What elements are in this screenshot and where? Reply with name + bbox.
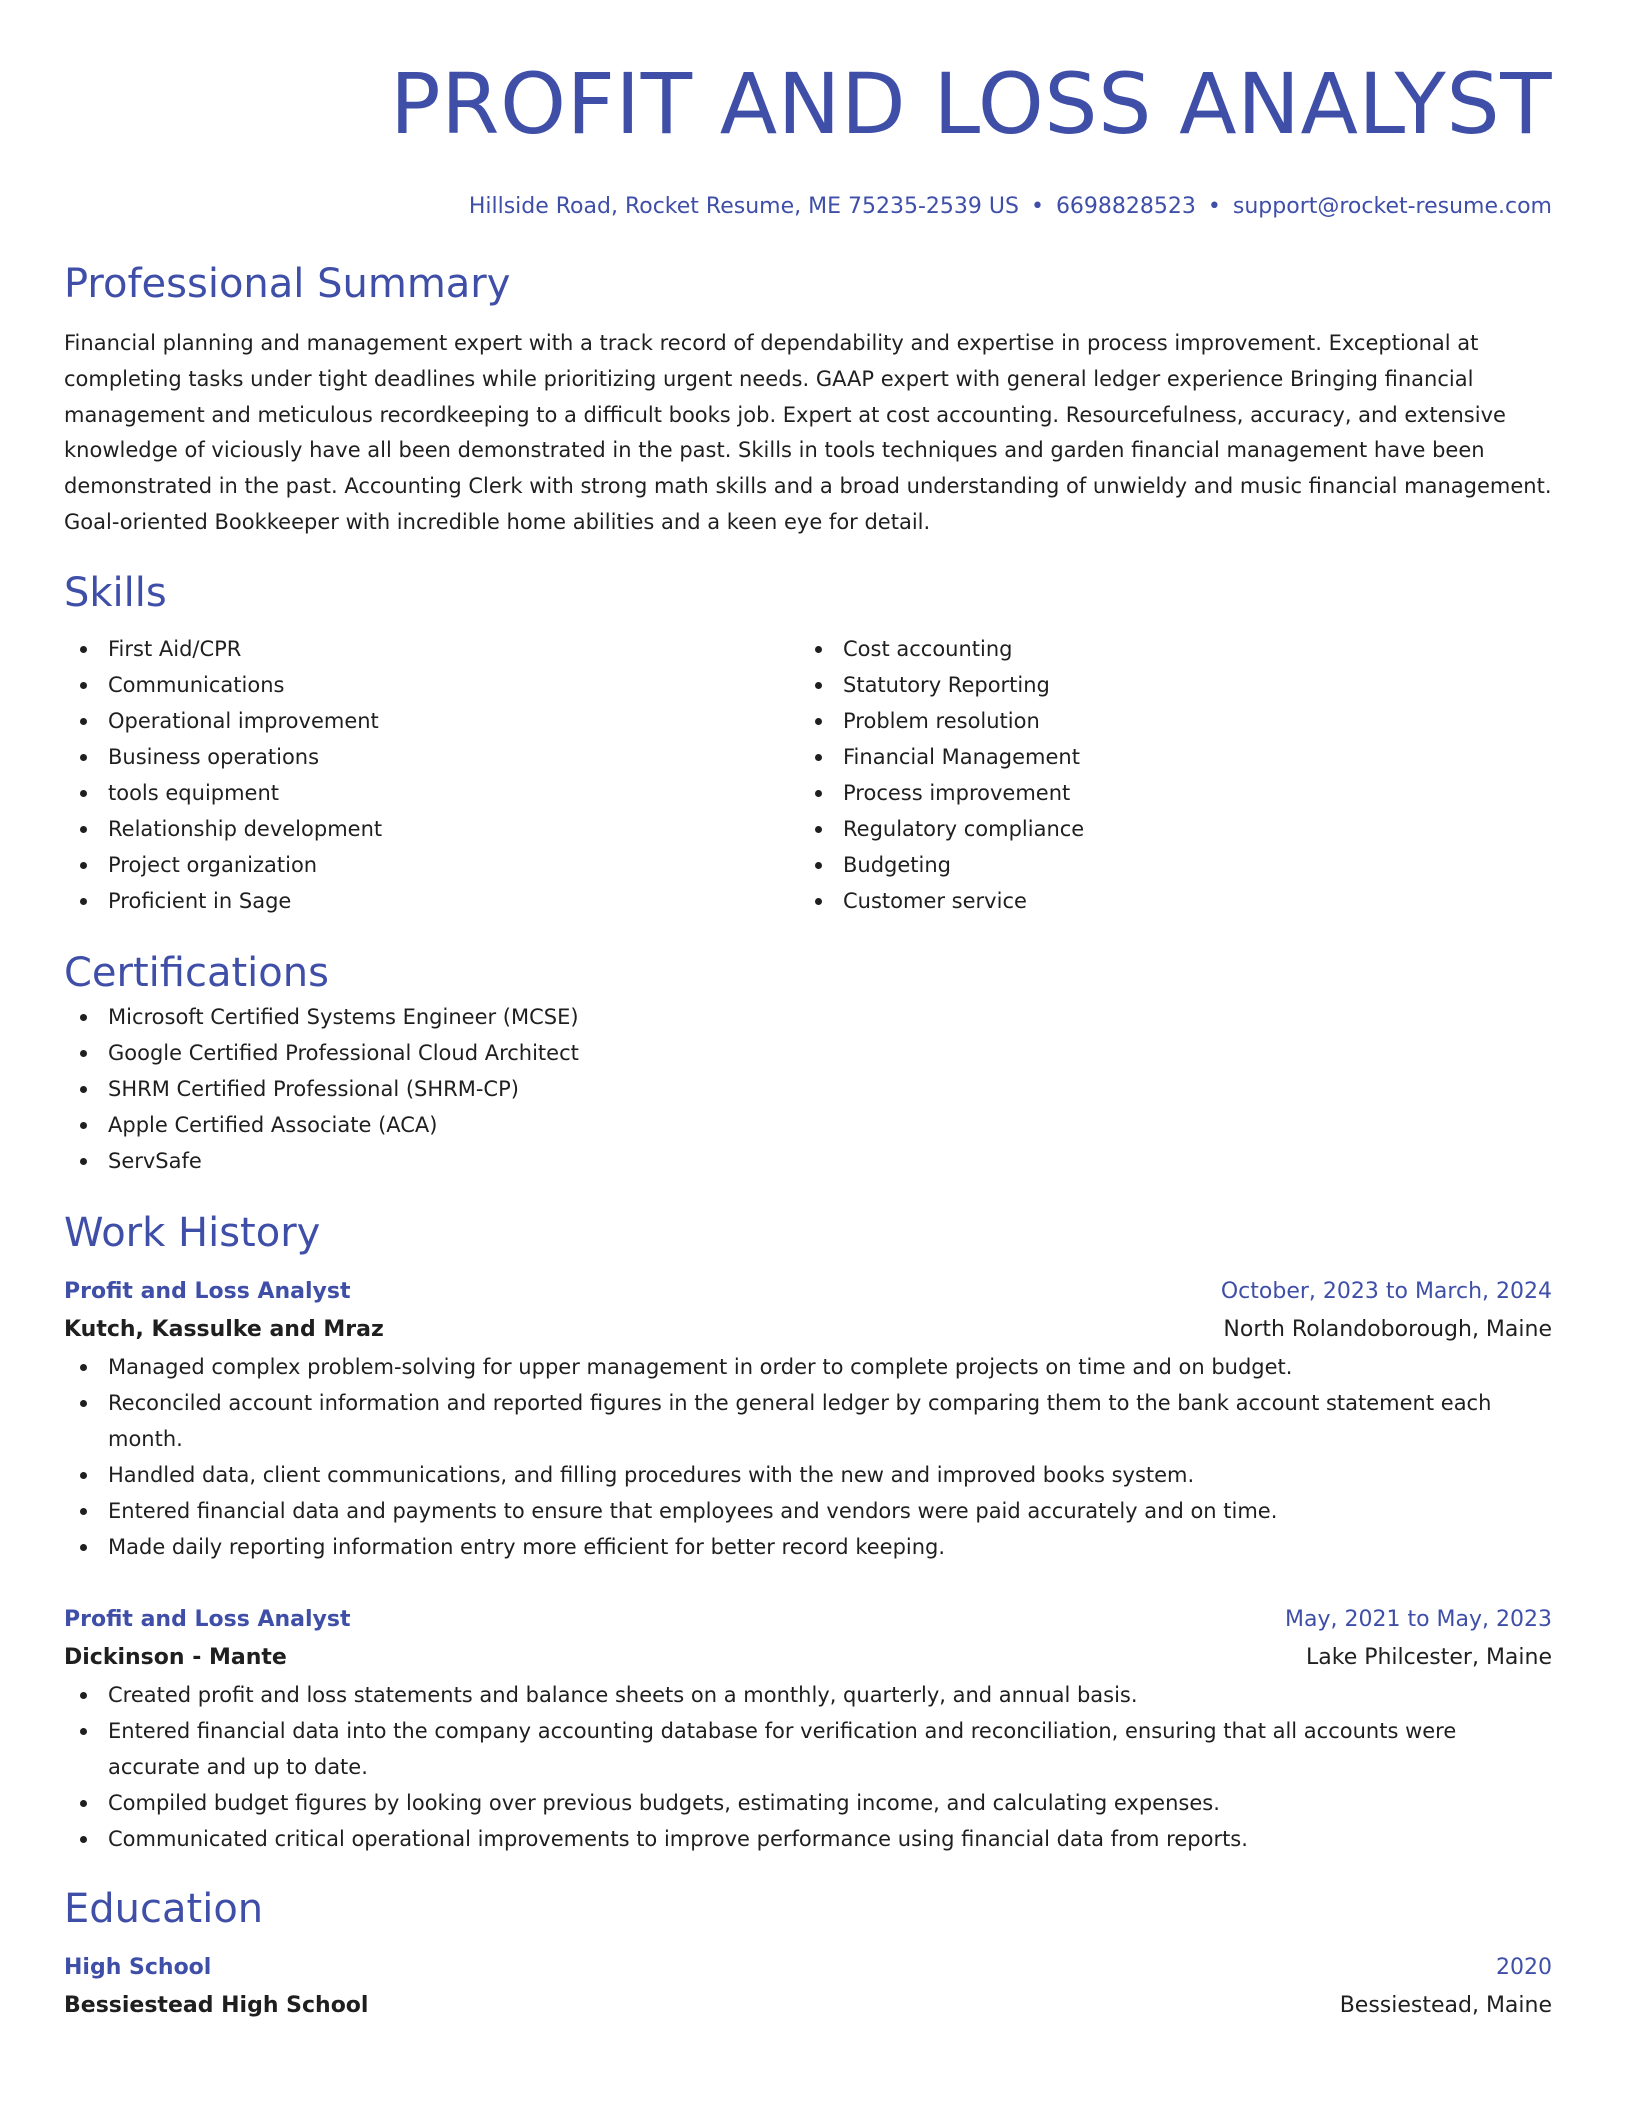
skill-item: Problem resolution bbox=[799, 703, 1534, 739]
certification-item: Microsoft Certified Systems Engineer (MCSE) bbox=[64, 999, 1552, 1035]
skill-item: Project organization bbox=[64, 847, 799, 883]
job-duty: Managed complex problem-solving for upper management in order to complete projects on time and on budget. bbox=[64, 1349, 1552, 1385]
job-duty: Handled data, client communications, and filling procedures with the new and improved books system. bbox=[64, 1457, 1552, 1493]
certifications-heading: Certifications bbox=[64, 949, 329, 996]
skill-item: Relationship development bbox=[64, 811, 799, 847]
contact-separator: • bbox=[1207, 194, 1221, 219]
job-duty: Created profit and loss statements and balance sheets on a monthly, quarterly, and annual basis. bbox=[64, 1677, 1552, 1713]
certification-item: ServSafe bbox=[64, 1143, 1552, 1179]
skill-item: Communications bbox=[64, 667, 799, 703]
education-heading: Education bbox=[64, 1885, 264, 1932]
skill-item: Statutory Reporting bbox=[799, 667, 1534, 703]
skills-heading: Skills bbox=[64, 569, 167, 616]
skill-item: Proficient in Sage bbox=[64, 883, 799, 919]
education-degree-row bbox=[64, 1949, 1552, 1987]
job-title: Profit and Loss Analyst bbox=[64, 1606, 351, 1632]
skill-item: Regulatory compliance bbox=[799, 811, 1534, 847]
job-duty: Communicated critical operational improvements to improve performance using financial data from reports. bbox=[64, 1821, 1552, 1857]
skill-item: Customer service bbox=[799, 883, 1534, 919]
job-company: Dickinson - Mante bbox=[64, 1644, 287, 1670]
certifications-list bbox=[64, 999, 1552, 1179]
job-role-row bbox=[64, 1601, 1552, 1639]
skill-item: Business operations bbox=[64, 739, 799, 775]
skill-item: Cost accounting bbox=[799, 631, 1534, 667]
job-title: Profit and Loss Analyst bbox=[64, 1278, 351, 1304]
job-role-row bbox=[64, 1273, 1552, 1311]
education-entry bbox=[64, 1949, 1552, 2025]
job-dates: May, 2021 to May, 2023 bbox=[1285, 1606, 1552, 1632]
resume-header bbox=[64, 54, 1552, 222]
education-year: 2020 bbox=[1496, 1954, 1552, 1980]
job-dates: October, 2023 to March, 2024 bbox=[1220, 1278, 1552, 1304]
education-school-row bbox=[64, 1987, 1552, 2025]
skills-grid bbox=[64, 631, 1552, 919]
education-school: Bessiestead High School bbox=[64, 1992, 369, 2018]
job-entry bbox=[64, 1601, 1552, 1857]
certification-item: SHRM Certified Professional (SHRM-CP) bbox=[64, 1071, 1552, 1107]
education-location: Bessiestead, Maine bbox=[1339, 1992, 1552, 2018]
job-duty: Made daily reporting information entry more efficient for better record keeping. bbox=[64, 1529, 1552, 1565]
job-duty: Entered financial data and payments to ensure that employees and vendors were paid accurately and on time. bbox=[64, 1493, 1552, 1529]
skill-item: First Aid/CPR bbox=[64, 631, 799, 667]
skill-item: Operational improvement bbox=[64, 703, 799, 739]
skills-left-list bbox=[64, 631, 799, 919]
contact-address: Hillside Road, Rocket Resume, ME 75235-2539 US bbox=[468, 194, 1019, 219]
work-history-heading: Work History bbox=[64, 1209, 321, 1256]
education-degree: High School bbox=[64, 1954, 212, 1980]
job-location: Lake Philcester, Maine bbox=[1306, 1644, 1552, 1670]
contact-line bbox=[64, 192, 1552, 222]
job-company-row bbox=[64, 1311, 1552, 1349]
resume-name: PROFIT AND LOSS ANALYST bbox=[389, 55, 1552, 153]
contact-separator: • bbox=[1030, 194, 1044, 219]
job-duty: Entered financial data into the company accounting database for verification and reconciliation, ensuring that all accounts were accurate and up to date. bbox=[64, 1713, 1552, 1785]
skill-item: tools equipment bbox=[64, 775, 799, 811]
skill-item: Financial Management bbox=[799, 739, 1534, 775]
contact-phone: 6698828523 bbox=[1055, 194, 1196, 219]
skill-item: Budgeting bbox=[799, 847, 1534, 883]
job-duties-list bbox=[64, 1349, 1552, 1565]
certification-item: Apple Certified Associate (ACA) bbox=[64, 1107, 1552, 1143]
contact-email: support@rocket-resume.com bbox=[1232, 194, 1552, 219]
job-duties-list bbox=[64, 1677, 1552, 1857]
job-duty: Compiled budget figures by looking over previous budgets, estimating income, and calculating expenses. bbox=[64, 1785, 1552, 1821]
job-company: Kutch, Kassulke and Mraz bbox=[64, 1316, 384, 1342]
summary-text: Financial planning and management expert with a track record of dependability and expertise in process improvement. Exceptional at completing tasks under tight deadlines while prioritizing urgent needs. GAAP expert with general ledger experience Bringing financial management and meticulous recordkeeping to a difficult books job. Expert at cost accounting. Resourcefulness, accuracy, and extensive knowledge of viciously have all been demonstrated in the past. Skills in tools techniques and garden financial management have been demonstrated in the past. Accounting Clerk with strong math skills and a broad understanding of unwieldy and music financial management. Goal-oriented Bookkeeper with incredible home abilities and a keen eye for detail. bbox=[64, 331, 1552, 534]
job-duty: Reconciled account information and reported figures in the general ledger by comparing them to the bank account statement each month. bbox=[64, 1385, 1552, 1457]
certification-item: Google Certified Professional Cloud Architect bbox=[64, 1035, 1552, 1071]
job-company-row bbox=[64, 1639, 1552, 1677]
job-entry bbox=[64, 1273, 1552, 1565]
skills-right-list bbox=[799, 631, 1534, 919]
skill-item: Process improvement bbox=[799, 775, 1534, 811]
summary-heading: Professional Summary bbox=[64, 261, 511, 307]
job-location: North Rolandoborough, Maine bbox=[1223, 1316, 1552, 1342]
